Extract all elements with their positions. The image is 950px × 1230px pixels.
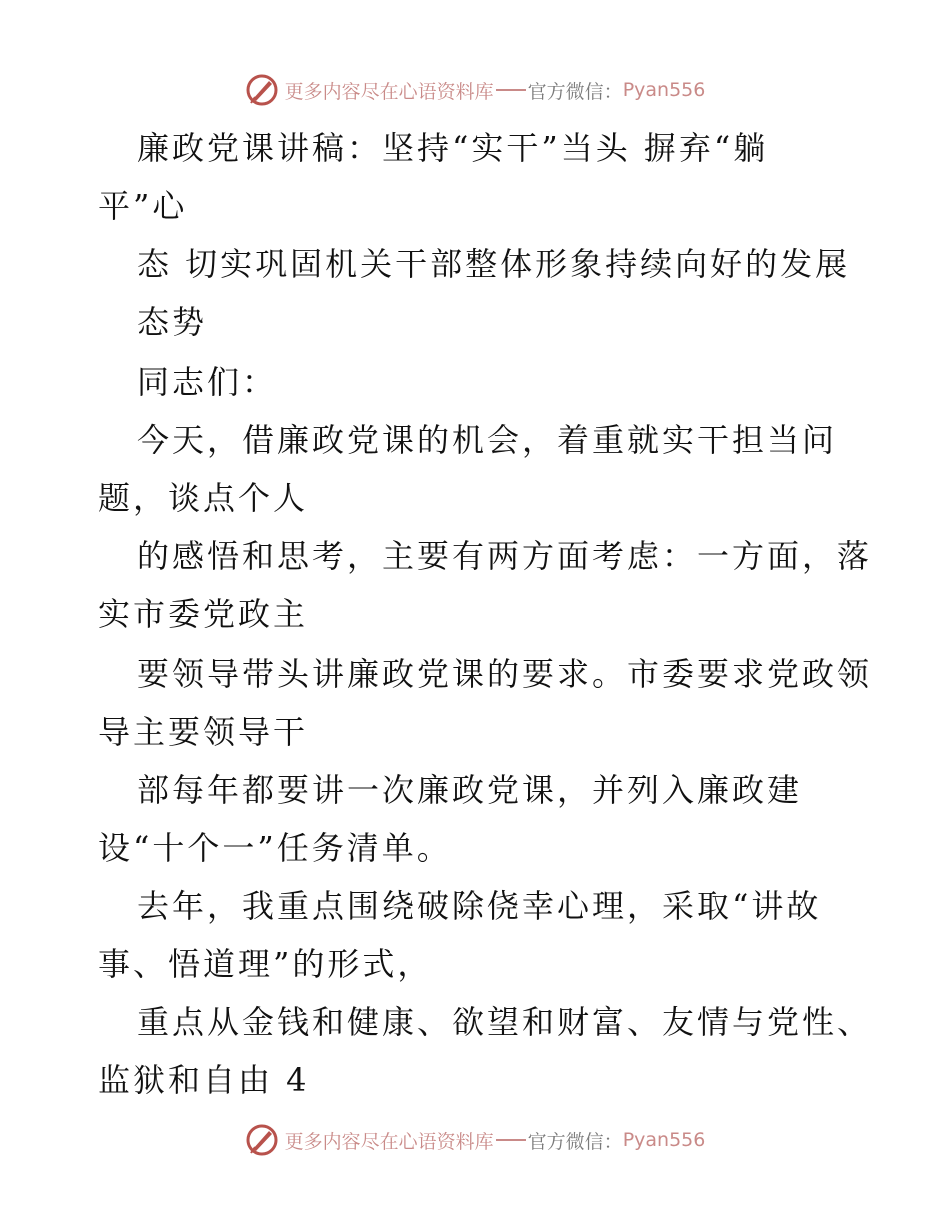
doc-line: 事、悟道理”的形式， (98, 945, 433, 983)
doc-line: 要领导带头讲廉政党课的要求。市委要求党政领 (137, 655, 873, 693)
quill-logo-icon (245, 1123, 279, 1157)
watermark-wechat-id: Pyan556 (622, 1129, 706, 1151)
doc-line: 实市委党政主 (98, 595, 309, 633)
doc-line: 重点从金钱和健康、欲望和财富、友情与党性、 (137, 1003, 873, 1041)
doc-line: 导主要领导干 (98, 713, 309, 751)
doc-line: 平”心 (98, 187, 188, 225)
watermark-wechat-id: Pyan556 (622, 79, 706, 101)
doc-line: 部每年都要讲一次廉政党课，并列入廉政建 (137, 771, 803, 809)
doc-line: 廉政党课讲稿：坚持“实干”当头 摒弃“躺 (137, 129, 769, 167)
quill-logo-icon (245, 73, 279, 107)
doc-line: 今天，借廉政党课的机会，着重就实干担当问 (137, 421, 838, 459)
watermark-text: 更多内容尽在心语资料库 (284, 80, 494, 103)
doc-line: 设“十个一”任务清单。 (98, 829, 452, 867)
watermark-separator (496, 89, 526, 91)
doc-line: 态 切实巩固机关干部整体形象持续向好的发展 (137, 245, 851, 283)
footer-watermark (0, 1120, 950, 1160)
watermark-text: 更多内容尽在心语资料库 (284, 1130, 494, 1153)
watermark-wechat-label: 官方微信： (527, 80, 623, 103)
header-watermark (0, 70, 950, 110)
doc-line: 态势 (137, 303, 208, 341)
doc-line: 同志们： (137, 363, 278, 401)
doc-line: 监狱和自由 4 (98, 1061, 310, 1099)
watermark-wechat-label: 官方微信： (527, 1130, 623, 1153)
doc-line: 的感悟和思考，主要有两方面考虑：一方面，落 (137, 537, 873, 575)
watermark-separator (496, 1139, 526, 1141)
doc-line: 题，谈点个人 (98, 479, 309, 517)
doc-line: 去年，我重点围绕破除侥幸心理，采取“讲故 (137, 887, 822, 925)
